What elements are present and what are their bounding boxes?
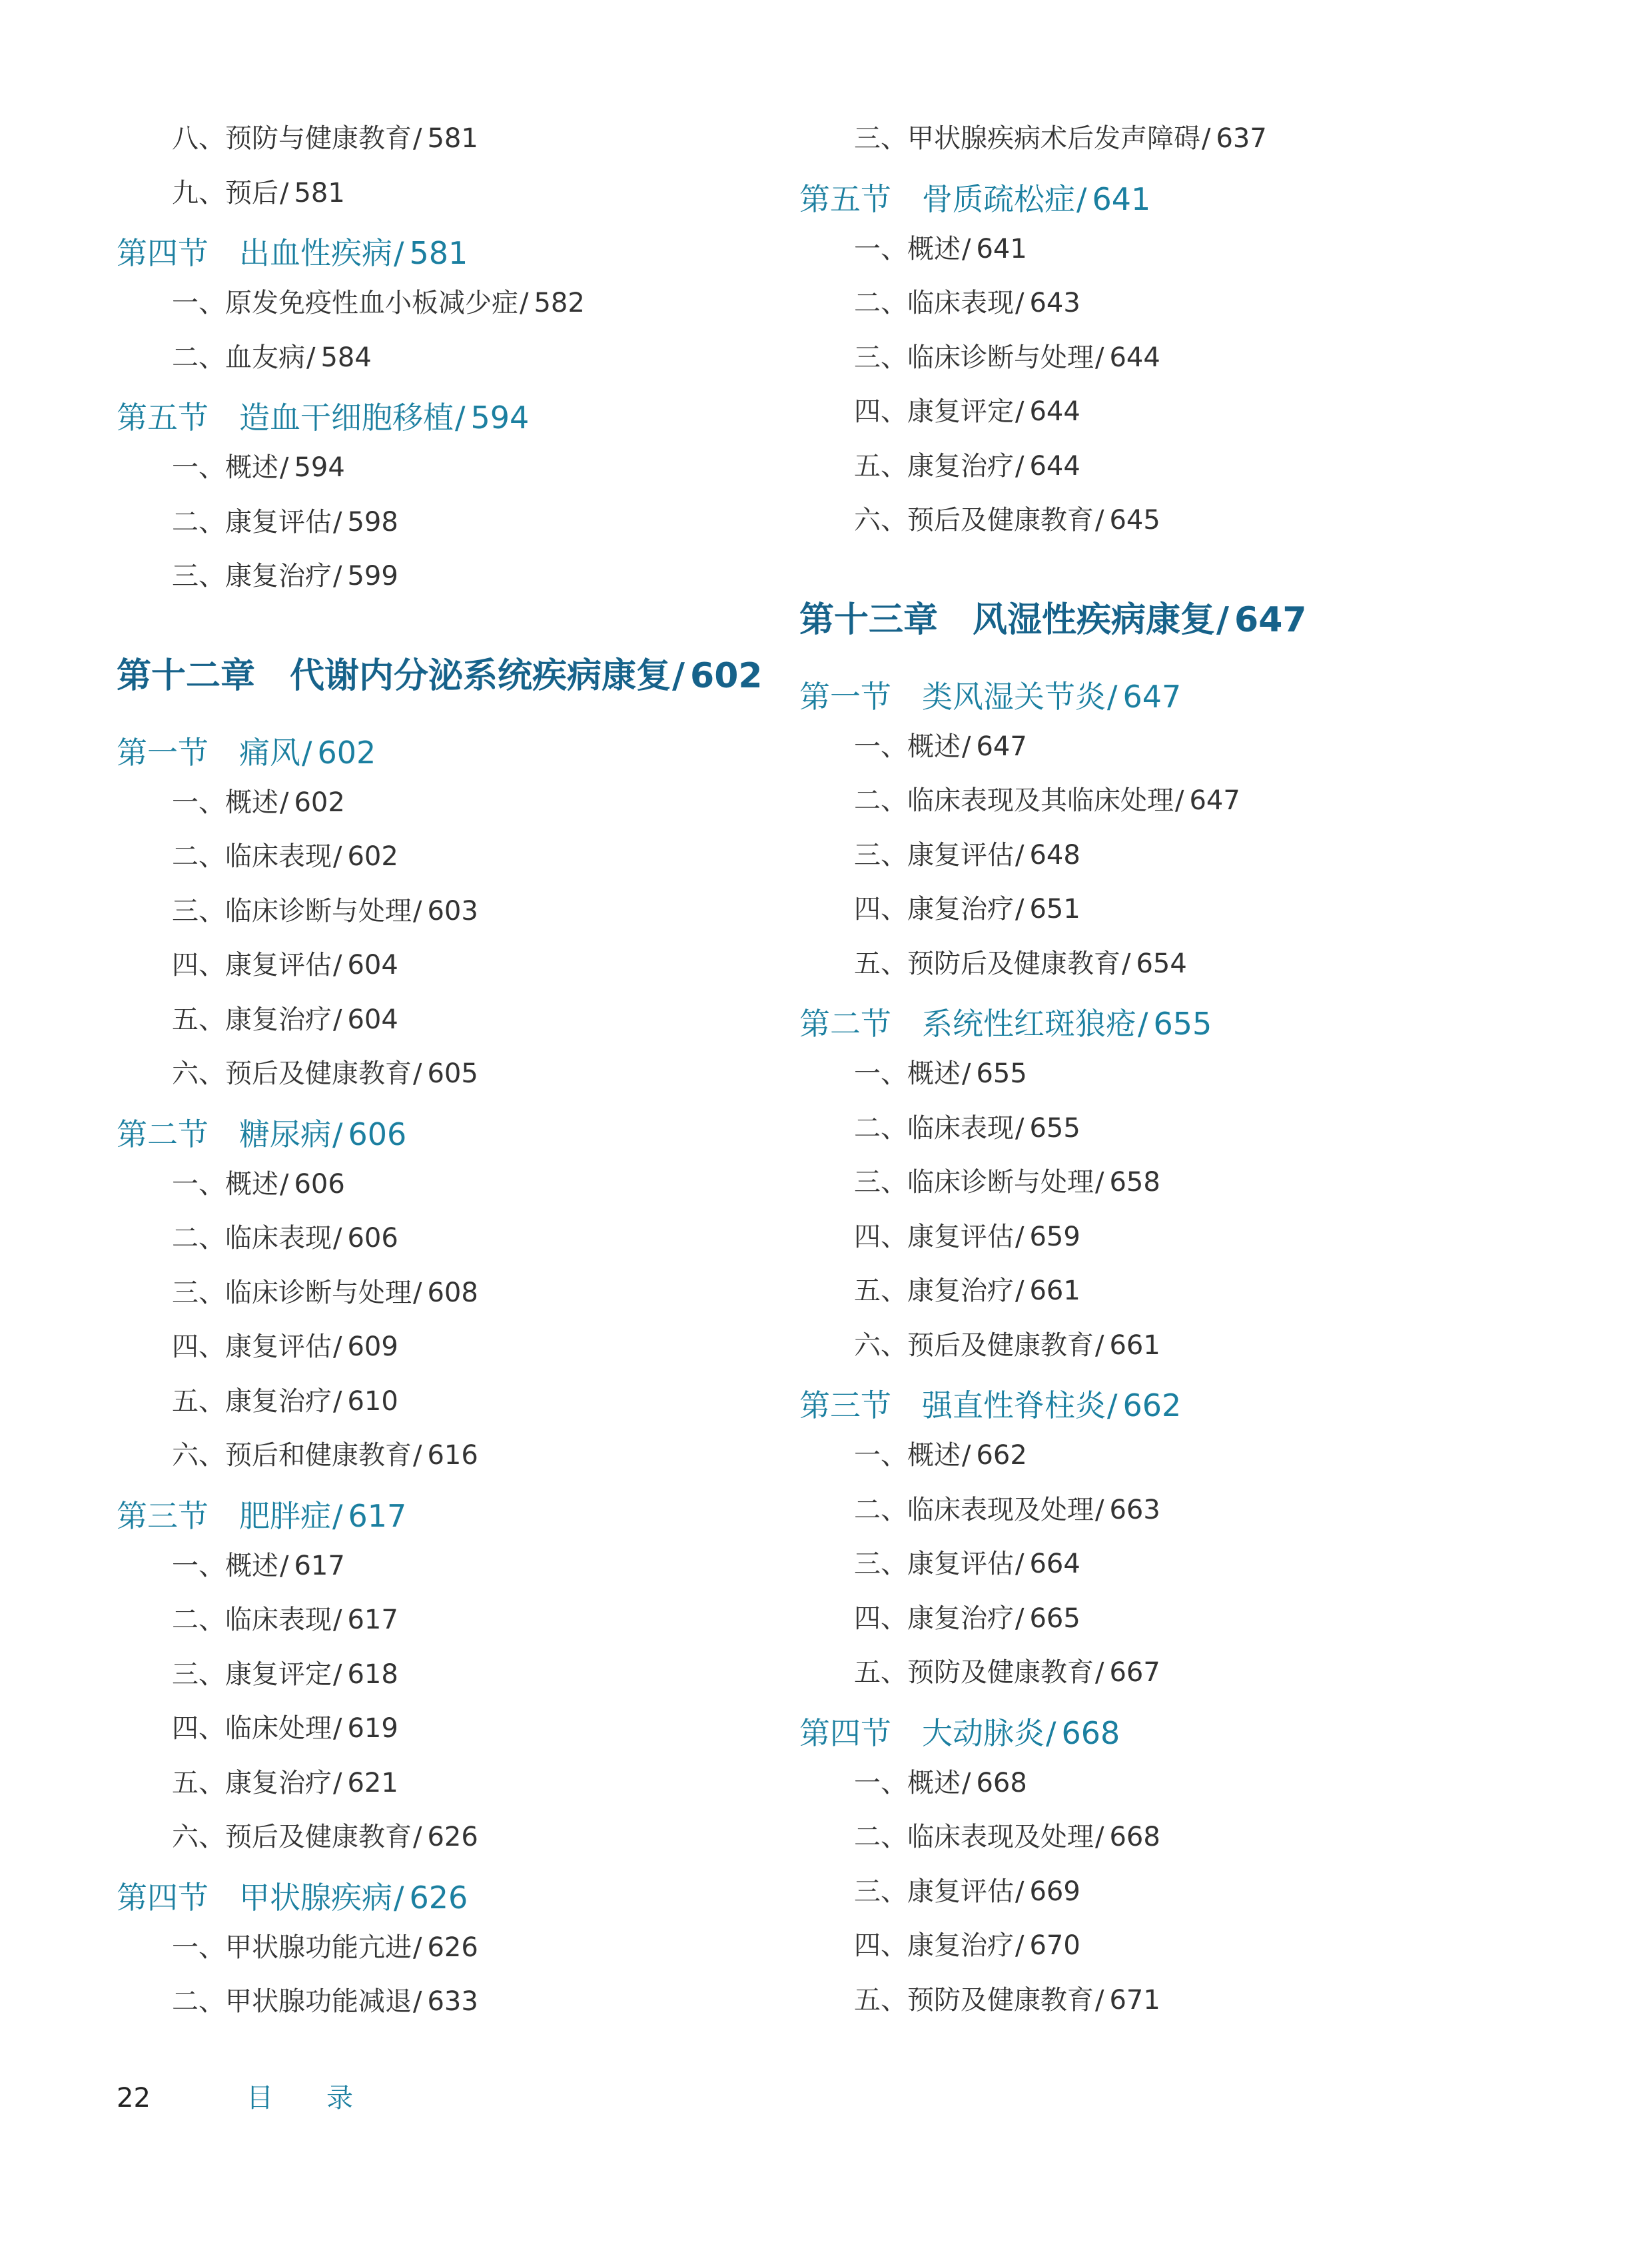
- page-separator: ∕: [1015, 1930, 1025, 1961]
- page-separator: ∕: [333, 1713, 342, 1744]
- page-number: 655: [976, 1058, 1027, 1089]
- toc-item-title: 一、概述: [854, 731, 961, 762]
- toc-item[interactable]: [854, 1494, 1160, 1525]
- section-label: 第三节: [117, 1497, 208, 1534]
- toc-item-title: 五、康复治疗: [172, 1385, 332, 1417]
- toc-item-title: 一、概述: [854, 1767, 961, 1798]
- page-number: 651: [1029, 894, 1080, 925]
- chapter-label: 第十三章: [799, 599, 939, 640]
- page-separator: ∕: [333, 561, 342, 591]
- page-number: 633: [427, 1986, 478, 2017]
- toc-item[interactable]: [172, 1006, 398, 1033]
- page-number: 669: [1029, 1876, 1080, 1907]
- page-number: 654: [1136, 948, 1187, 979]
- page-separator: ∕: [1046, 1714, 1056, 1751]
- page-number: 661: [1029, 1276, 1080, 1306]
- toc-item[interactable]: [854, 1659, 1160, 1686]
- chapter-title: 风湿性疾病康复: [973, 599, 1216, 640]
- toc-item-title: 八、预防与健康教育: [172, 123, 412, 154]
- section-title: 出血性疾病: [239, 235, 392, 271]
- toc-item-title: 六、预后及健康教育: [854, 505, 1094, 536]
- page-number: 647: [976, 731, 1027, 762]
- page-separator: ∕: [333, 1767, 342, 1798]
- toc-item[interactable]: [172, 895, 478, 927]
- page-separator: ∕: [1095, 342, 1104, 373]
- page-separator: ∕: [1015, 450, 1025, 482]
- toc-section-heading[interactable]: [799, 1006, 1212, 1042]
- toc-section-heading[interactable]: [799, 181, 1151, 217]
- toc-item-title: 三、临床诊断与处理: [854, 1167, 1094, 1198]
- page-number: 645: [1109, 505, 1160, 536]
- page-number: 626: [409, 1879, 468, 1916]
- page-separator: ∕: [962, 1767, 971, 1798]
- page-separator: ∕: [962, 1440, 971, 1471]
- toc-item-title: 四、康复治疗: [854, 894, 1014, 925]
- toc-item[interactable]: [854, 1878, 1080, 1905]
- page-number: 641: [976, 233, 1027, 264]
- toc-item[interactable]: [854, 398, 1080, 425]
- page-separator: ∕: [333, 1331, 342, 1362]
- toc-item[interactable]: [172, 789, 345, 816]
- toc-item-title: 六、预后及健康教育: [172, 1822, 412, 1852]
- page-number: 655: [1153, 1006, 1212, 1042]
- toc-item-title: 五、预防后及健康教育: [854, 948, 1120, 979]
- page-number: 609: [347, 1331, 398, 1362]
- toc-item-title: 三、甲状腺疾病术后发声障碍: [854, 123, 1200, 154]
- page-separator: ∕: [333, 1004, 342, 1035]
- toc-item-title: 六、预后及健康教育: [854, 1329, 1094, 1361]
- section-title: 糖尿病: [239, 1116, 331, 1152]
- section-title: 肥胖症: [239, 1497, 331, 1534]
- toc-item-title: 二、临床表现: [854, 1112, 1014, 1144]
- chapter-title: 代谢内分泌系统疾病康复: [290, 655, 671, 696]
- page-separator: ∕: [333, 1223, 342, 1254]
- toc-item[interactable]: [854, 507, 1160, 534]
- toc-item[interactable]: [172, 1168, 345, 1200]
- page-separator: ∕: [332, 1497, 343, 1534]
- section-label: 第五节: [799, 181, 891, 217]
- page-number: 667: [1109, 1657, 1160, 1688]
- toc-item-title: 一、原发免疫性血小板减少症: [172, 288, 518, 318]
- page-separator: ∕: [1095, 1822, 1104, 1852]
- page-separator: ∕: [333, 1659, 342, 1690]
- page-separator: ∕: [413, 123, 422, 154]
- page-separator: ∕: [1076, 181, 1087, 217]
- page-number: 582: [534, 288, 585, 318]
- page-separator: ∕: [413, 1058, 422, 1089]
- toc-item-title: 二、临床表现: [172, 1223, 332, 1254]
- page-number: 664: [1029, 1549, 1080, 1579]
- toc-item[interactable]: [172, 1550, 345, 1581]
- section-title: 甲状腺疾病: [239, 1879, 392, 1916]
- page-number: 671: [1109, 1984, 1160, 2016]
- toc-item-title: 六、预后和健康教育: [172, 1440, 412, 1471]
- toc-item-title: 五、康复治疗: [172, 1767, 332, 1798]
- toc-item[interactable]: [854, 1169, 1160, 1196]
- toc-item[interactable]: [854, 839, 1080, 871]
- page-number: 581: [409, 235, 468, 271]
- page-number: 644: [1109, 342, 1160, 373]
- section-label: 第四节: [117, 1879, 208, 1916]
- page-number: 616: [427, 1440, 478, 1471]
- section-title: 类风湿关节炎: [922, 678, 1106, 715]
- page-number: 621: [347, 1767, 398, 1798]
- page-separator: ∕: [962, 233, 971, 264]
- toc-item[interactable]: [854, 950, 1187, 977]
- page-separator: ∕: [1095, 1167, 1104, 1198]
- page-separator: ∕: [333, 1605, 342, 1635]
- toc-item[interactable]: [172, 1385, 398, 1417]
- toc-item-title: 三、康复评估: [854, 1876, 1014, 1907]
- toc-item-title: 五、预防及健康教育: [854, 1657, 1094, 1688]
- toc-item[interactable]: [172, 1277, 478, 1308]
- page-number: 670: [1029, 1930, 1080, 1961]
- section-label: 第四节: [799, 1714, 891, 1751]
- page-separator: ∕: [413, 1822, 422, 1852]
- section-title: 痛风: [239, 734, 300, 771]
- section-label: 第一节: [799, 678, 891, 715]
- page-separator: ∕: [455, 400, 466, 436]
- page-number: 581: [294, 177, 345, 208]
- toc-item-title: 九、预后: [172, 177, 278, 208]
- section-title: 造血干细胞移植: [239, 400, 454, 436]
- page-separator: ∕: [1095, 505, 1104, 536]
- page-number: 604: [347, 1004, 398, 1035]
- page-number: 662: [976, 1440, 1027, 1471]
- page-separator: ∕: [280, 1550, 289, 1581]
- toc-item[interactable]: [854, 1221, 1080, 1252]
- toc-item[interactable]: [854, 1551, 1080, 1577]
- toc-item-title: 二、临床表现及其临床处理: [854, 785, 1174, 816]
- section-title: 骨质疏松症: [922, 181, 1075, 217]
- page-separator: ∕: [1015, 396, 1025, 427]
- page-separator: ∕: [1015, 1221, 1025, 1252]
- toc-section-heading[interactable]: [799, 678, 1182, 715]
- page-separator: ∕: [332, 1116, 343, 1152]
- toc-item-title: 五、康复治疗: [854, 1276, 1014, 1306]
- page-number: 599: [347, 561, 398, 591]
- toc-section-heading[interactable]: [117, 1116, 407, 1152]
- toc-section-heading[interactable]: [117, 400, 530, 436]
- section-title: 大动脉炎: [922, 1714, 1044, 1751]
- section-title: 系统性红斑狼疮: [922, 1006, 1136, 1042]
- toc-item-title: 二、临床表现及处理: [854, 1494, 1094, 1525]
- toc-item[interactable]: [854, 787, 1240, 814]
- toc-item-title: 一、甲状腺功能亢进: [172, 1932, 412, 1963]
- page-separator: ∕: [1015, 1549, 1025, 1579]
- toc-item-title: 三、临床诊断与处理: [172, 1277, 412, 1308]
- toc-item-title: 三、康复评定: [172, 1659, 332, 1690]
- toc-item-title: 一、概述: [172, 452, 278, 483]
- toc-item-title: 四、康复评定: [854, 396, 1014, 427]
- toc-item-title: 一、概述: [854, 233, 961, 264]
- page-number: 661: [1109, 1329, 1160, 1361]
- page-separator: ∕: [962, 731, 971, 762]
- toc-item[interactable]: [854, 1278, 1080, 1304]
- page-separator: ∕: [1216, 599, 1230, 640]
- page-separator: ∕: [413, 1986, 422, 2017]
- page-number: 618: [347, 1659, 398, 1690]
- page-number: 644: [1029, 396, 1080, 427]
- page-separator: ∕: [1015, 1112, 1025, 1144]
- page-separator: ∕: [306, 342, 316, 373]
- toc-section-heading[interactable]: [799, 1714, 1120, 1751]
- toc-item-title: 六、预后及健康教育: [172, 1058, 412, 1089]
- page-separator: ∕: [1095, 1657, 1104, 1688]
- page-separator: ∕: [672, 655, 685, 696]
- page-separator: ∕: [413, 1932, 422, 1963]
- toc-item[interactable]: [854, 1605, 1080, 1632]
- page-separator: ∕: [1175, 785, 1184, 816]
- page-separator: ∕: [1015, 1276, 1025, 1306]
- page-separator: ∕: [1015, 1603, 1025, 1634]
- toc-item[interactable]: [172, 290, 585, 316]
- page-number: 644: [1029, 450, 1080, 482]
- page-number: 605: [427, 1058, 478, 1089]
- page-number: 606: [294, 1168, 345, 1200]
- page-number: 602: [690, 655, 763, 696]
- toc-item-title: 一、概述: [854, 1058, 961, 1089]
- page-number: 608: [427, 1277, 478, 1308]
- toc-item-title: 五、康复治疗: [854, 450, 1014, 482]
- toc-item-title: 四、康复评估: [172, 1331, 332, 1362]
- toc-item[interactable]: [854, 1442, 1027, 1469]
- toc-item-title: 二、康复评估: [172, 506, 332, 538]
- toc-item[interactable]: [172, 506, 398, 538]
- page-separator: ∕: [1202, 123, 1211, 154]
- toc-item[interactable]: [854, 1060, 1027, 1087]
- page-separator: ∕: [394, 1879, 404, 1916]
- page-number: 643: [1029, 288, 1080, 318]
- toc-item[interactable]: [172, 952, 398, 978]
- toc-item-title: 二、临床表现: [172, 1605, 332, 1635]
- section-label: 第三节: [799, 1387, 891, 1423]
- page-number: 648: [1029, 839, 1080, 871]
- toc-item[interactable]: [854, 896, 1080, 923]
- page-number: 594: [294, 452, 345, 483]
- page-separator: ∕: [1095, 1329, 1104, 1361]
- page-separator: ∕: [1015, 894, 1025, 925]
- toc-item-title: 四、康复治疗: [854, 1930, 1014, 1961]
- page-separator: ∕: [280, 177, 289, 208]
- footer-page-number: 22: [117, 2083, 151, 2113]
- toc-item[interactable]: [172, 125, 478, 152]
- page-number: 584: [320, 342, 372, 373]
- page-separator: ∕: [962, 1058, 971, 1089]
- page-separator: ∕: [1015, 839, 1025, 871]
- toc-item[interactable]: [854, 1767, 1027, 1798]
- toc-item[interactable]: [854, 1329, 1160, 1361]
- toc-item-title: 三、康复评估: [854, 1549, 1014, 1579]
- toc-item[interactable]: [172, 1767, 398, 1798]
- toc-item[interactable]: [172, 1934, 478, 1961]
- page-separator: ∕: [1107, 1387, 1118, 1423]
- page-separator: ∕: [1095, 1494, 1104, 1525]
- toc-item-title: 一、概述: [854, 1440, 961, 1471]
- page-separator: ∕: [413, 895, 422, 927]
- toc-item-title: 三、康复评估: [854, 839, 1014, 871]
- page-number: 665: [1029, 1603, 1080, 1634]
- toc-item[interactable]: [172, 1715, 398, 1742]
- page-number: 602: [347, 841, 398, 872]
- toc-chapter-heading[interactable]: [799, 599, 1307, 640]
- toc-column-left: [0, 0, 763, 2017]
- page-number: 626: [427, 1822, 478, 1852]
- page-number: 606: [347, 1223, 398, 1254]
- section-label: 第二节: [799, 1006, 891, 1042]
- section-title: 强直性脊柱炎: [922, 1387, 1106, 1423]
- page-number: 602: [317, 734, 376, 771]
- page-number: 662: [1122, 1387, 1182, 1423]
- page-number: 637: [1216, 123, 1267, 154]
- page-number: 617: [294, 1550, 345, 1581]
- toc-item-title: 二、临床表现: [854, 288, 1014, 318]
- page-number: 668: [976, 1767, 1027, 1798]
- page-number: 581: [427, 123, 478, 154]
- footer-section-label: 目录: [246, 2083, 406, 2113]
- page-number: 606: [348, 1116, 407, 1152]
- page-number: 603: [427, 895, 478, 927]
- page-separator: ∕: [520, 288, 529, 318]
- toc-item[interactable]: [172, 563, 398, 589]
- toc-section-heading[interactable]: [117, 1497, 407, 1534]
- toc-item[interactable]: [172, 1060, 478, 1087]
- page-number: 604: [347, 950, 398, 980]
- page-number: 668: [1061, 1714, 1120, 1751]
- toc-item[interactable]: [854, 450, 1080, 482]
- page-number: 663: [1109, 1494, 1160, 1525]
- page-separator: ∕: [1107, 678, 1118, 715]
- page-number: 619: [347, 1713, 398, 1744]
- section-label: 第一节: [117, 734, 208, 771]
- toc-item-title: 四、康复评估: [172, 950, 332, 980]
- toc-item[interactable]: [172, 1333, 398, 1360]
- page-separator: ∕: [413, 1440, 422, 1471]
- toc-item-title: 四、康复评估: [854, 1221, 1014, 1252]
- toc-item[interactable]: [172, 1661, 398, 1688]
- toc-item-title: 一、概述: [172, 787, 278, 818]
- toc-item-title: 二、甲状腺功能减退: [172, 1986, 412, 2017]
- toc-section-heading[interactable]: [799, 1387, 1182, 1423]
- chapter-label: 第十二章: [117, 655, 256, 696]
- toc-item[interactable]: [172, 454, 345, 481]
- page-number: 658: [1109, 1167, 1160, 1198]
- toc-item[interactable]: [854, 733, 1027, 760]
- page-separator: ∕: [280, 787, 289, 818]
- toc-item-title: 四、康复治疗: [854, 1603, 1014, 1634]
- toc-item-title: 二、临床表现: [172, 841, 332, 872]
- toc-item-title: 五、预防及健康教育: [854, 1984, 1094, 2016]
- page-number: 594: [470, 400, 530, 436]
- toc-section-heading[interactable]: [117, 1879, 468, 1916]
- page-number: 602: [294, 787, 345, 818]
- toc-item[interactable]: [854, 1824, 1160, 1850]
- page-number: 617: [348, 1497, 407, 1534]
- page-number: 655: [1029, 1112, 1080, 1144]
- page-number: 641: [1092, 181, 1151, 217]
- page-separator: ∕: [1015, 288, 1025, 318]
- toc-item-title: 三、康复治疗: [172, 561, 332, 591]
- toc-section-heading[interactable]: [117, 235, 468, 271]
- page-separator: ∕: [333, 841, 342, 872]
- section-label: 第二节: [117, 1116, 208, 1152]
- page-separator: ∕: [280, 452, 289, 483]
- page-separator: ∕: [333, 506, 342, 538]
- toc-item[interactable]: [854, 1932, 1080, 1959]
- toc-item-title: 二、血友病: [172, 342, 305, 373]
- page-separator: ∕: [280, 1168, 289, 1200]
- page-number: 647: [1122, 678, 1182, 715]
- page-number: 610: [347, 1385, 398, 1417]
- page-number: 668: [1109, 1822, 1160, 1852]
- toc-item[interactable]: [172, 1225, 398, 1252]
- toc-item[interactable]: [854, 233, 1027, 264]
- toc-item[interactable]: [172, 1988, 478, 2015]
- page-separator: ∕: [1015, 1876, 1025, 1907]
- section-label: 第五节: [117, 400, 208, 436]
- page-separator: ∕: [1138, 1006, 1148, 1042]
- toc-item[interactable]: [172, 177, 345, 208]
- page-separator: ∕: [413, 1277, 422, 1308]
- toc-item-title: 二、临床表现及处理: [854, 1822, 1094, 1852]
- page-separator: ∕: [333, 1385, 342, 1417]
- toc-chapter-heading[interactable]: [117, 655, 763, 696]
- toc-item[interactable]: [172, 843, 398, 870]
- toc-item[interactable]: [854, 290, 1080, 316]
- toc-item[interactable]: [854, 344, 1160, 371]
- page-number: 659: [1029, 1221, 1080, 1252]
- page-number: 598: [347, 506, 398, 538]
- page-number: 647: [1189, 785, 1240, 816]
- page-separator: ∕: [1095, 1984, 1104, 2016]
- toc-item[interactable]: [172, 1442, 478, 1469]
- page-separator: ∕: [333, 950, 342, 980]
- page-separator: ∕: [394, 235, 404, 271]
- section-label: 第四节: [117, 235, 208, 271]
- toc-section-heading[interactable]: [117, 734, 376, 771]
- toc-item-title: 一、概述: [172, 1550, 278, 1581]
- toc-item-title: 三、临床诊断与处理: [172, 895, 412, 927]
- page-number: 647: [1234, 599, 1307, 640]
- toc-item[interactable]: [854, 125, 1267, 152]
- page-number: 626: [427, 1932, 478, 1963]
- page-separator: ∕: [302, 734, 312, 771]
- toc-item-title: 三、临床诊断与处理: [854, 342, 1094, 373]
- toc-item-title: 一、概述: [172, 1168, 278, 1200]
- toc-item[interactable]: [854, 1112, 1080, 1144]
- toc-column-right: [799, 0, 1465, 2016]
- toc-item-title: 四、临床处理: [172, 1713, 332, 1744]
- toc-item[interactable]: [172, 1607, 398, 1633]
- toc-item-title: 五、康复治疗: [172, 1004, 332, 1035]
- toc-item[interactable]: [854, 1984, 1160, 2016]
- toc-item[interactable]: [172, 344, 372, 371]
- page-number: 617: [347, 1605, 398, 1635]
- page-separator: ∕: [1122, 948, 1131, 979]
- toc-item[interactable]: [172, 1824, 478, 1850]
